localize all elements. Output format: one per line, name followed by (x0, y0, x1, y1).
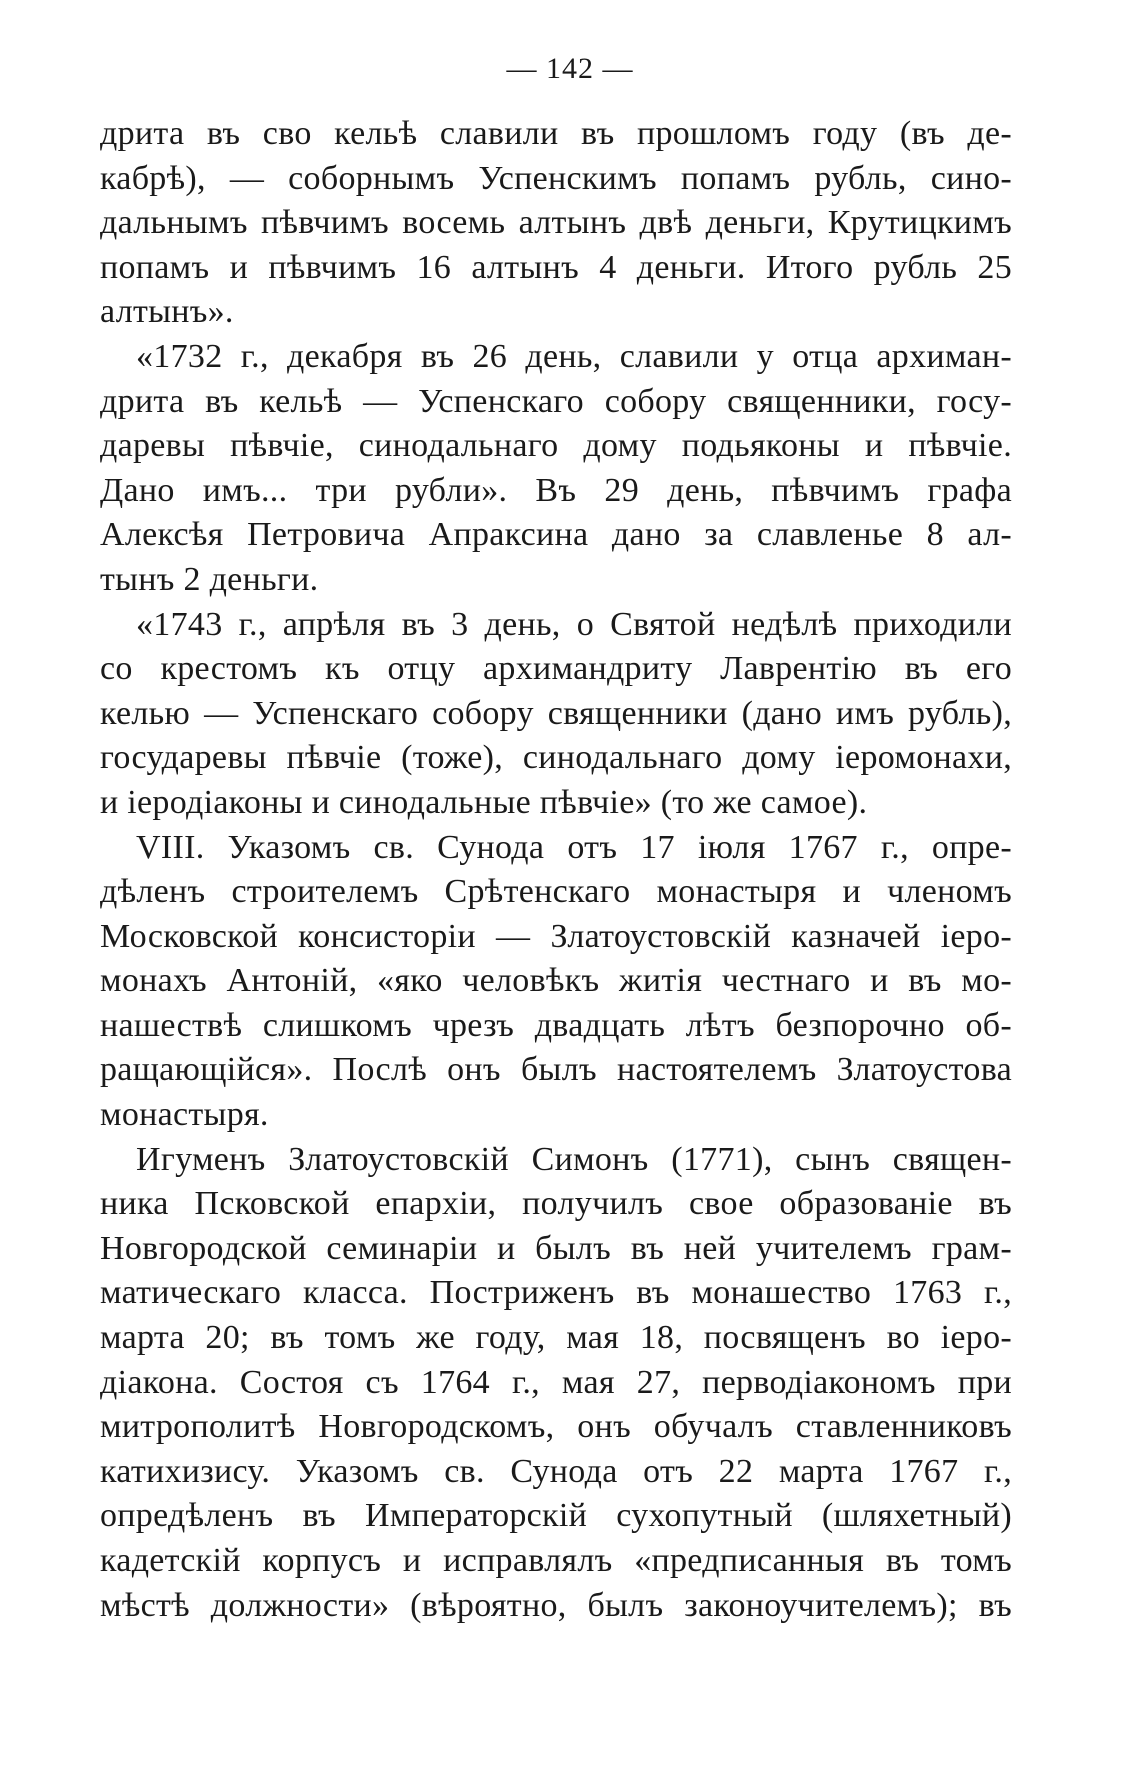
text-line: попамъ и пѣвчимъ 16 алтынъ 4 деньги. Итого рубль 25 (100, 248, 1012, 286)
text-line: и іеродіаконы и синодальные пѣвчіе» (то же самое). (100, 783, 868, 821)
paragraph-4 (100, 826, 1012, 1138)
text-line: монахъ Антоній, «яко человѣкъ житія честнаго и въ мо- (100, 962, 1012, 1000)
text-line: Алексѣя Петровича Апраксина дано за славленье 8 ал- (100, 516, 1012, 554)
paragraph-5 (100, 1138, 1012, 1629)
text-line: келью — Успенскаго собору священники (дано имъ рубль), (100, 694, 1012, 732)
text-line: Игуменъ Златоустовскій Симонъ (1771), сынъ священ- (136, 1140, 1012, 1178)
paragraph-3 (100, 603, 1012, 826)
text-line: «1743 г., апрѣля въ 3 день, о Святой недѣлѣ приходили (136, 605, 1012, 643)
text-line: тынъ 2 деньги. (100, 560, 319, 598)
text-line: дрита въ сво кельѣ славили въ прошломъ году (въ де- (100, 115, 1012, 152)
text-line: дальнымъ пѣвчимъ восемь алтынъ двѣ деньги, Крутицкимъ (100, 204, 1012, 242)
text-line: опредѣленъ въ Императорскій сухопутный (шляхетный) (100, 1497, 1012, 1535)
text-line: нашествѣ слишкомъ чрезъ двадцать лѣтъ безпорочно об- (100, 1006, 1012, 1044)
text-line: даревы пѣвчіе, синодальнаго дому подьяконы и пѣвчіе. (100, 427, 1012, 465)
text-line: ращающійся». Послѣ онъ былъ настоятелемъ Златоустова (100, 1051, 1012, 1089)
text-line: ника Псковской епархіи, получилъ свое образованіе въ (100, 1185, 1012, 1223)
text-line: со крестомъ къ отцу архимандриту Лаврентію въ его (100, 650, 1012, 688)
paragraph-2 (100, 335, 1012, 603)
text-line: катихизису. Указомъ св. Сунода отъ 22 марта 1767 г., (100, 1452, 1012, 1490)
text-line: мѣстѣ должности» (вѣроятно, былъ законоучителемъ); въ (100, 1586, 1012, 1624)
text-line: монастыря. (100, 1096, 269, 1134)
text-line: «1732 г., декабря въ 26 день, славили у отца архиман- (136, 337, 1012, 375)
text-line: марта 20; въ томъ же году, мая 18, посвященъ во іеро- (100, 1319, 1012, 1357)
text-line: Новгородской семинаріи и былъ въ ней учителемъ грам- (100, 1229, 1012, 1267)
text-line: кабрѣ), — соборнымъ Успенскимъ попамъ рубль, сино- (100, 159, 1012, 197)
text-line: діакона. Состоя съ 1764 г., мая 27, перводіакономъ при (100, 1363, 1012, 1401)
text-line: алтынъ». (100, 293, 234, 331)
body-text (100, 112, 1012, 1628)
text-line: Дано имъ... три рубли». Въ 29 день, пѣвчимъ графа (100, 471, 1012, 509)
text-line: Московской консисторіи — Златоустовскій казначей іеро- (100, 917, 1012, 955)
text-line: матическаго класса. Постриженъ въ монашество 1763 г., (100, 1274, 1012, 1312)
text-line: дѣленъ строителемъ Срѣтенскаго монастыря и членомъ (100, 873, 1012, 911)
text-line: государевы пѣвчіе (тоже), синодальнаго дому іеромонахи, (100, 739, 1012, 777)
page-number: — 142 — (506, 52, 634, 85)
text-line: VIII. Указомъ св. Сунода отъ 17 іюля 1767 г., опре- (136, 828, 1012, 866)
text-line: кадетскій корпусъ и исправлялъ «предписанныя въ томъ (100, 1542, 1012, 1579)
text-line: митрополитѣ Новгородскомъ, онъ обучалъ ставленниковъ (100, 1408, 1012, 1446)
paragraph-1 (100, 112, 1012, 335)
text-line: дрита въ кельѣ — Успенскаго собору священники, госу- (100, 382, 1012, 420)
